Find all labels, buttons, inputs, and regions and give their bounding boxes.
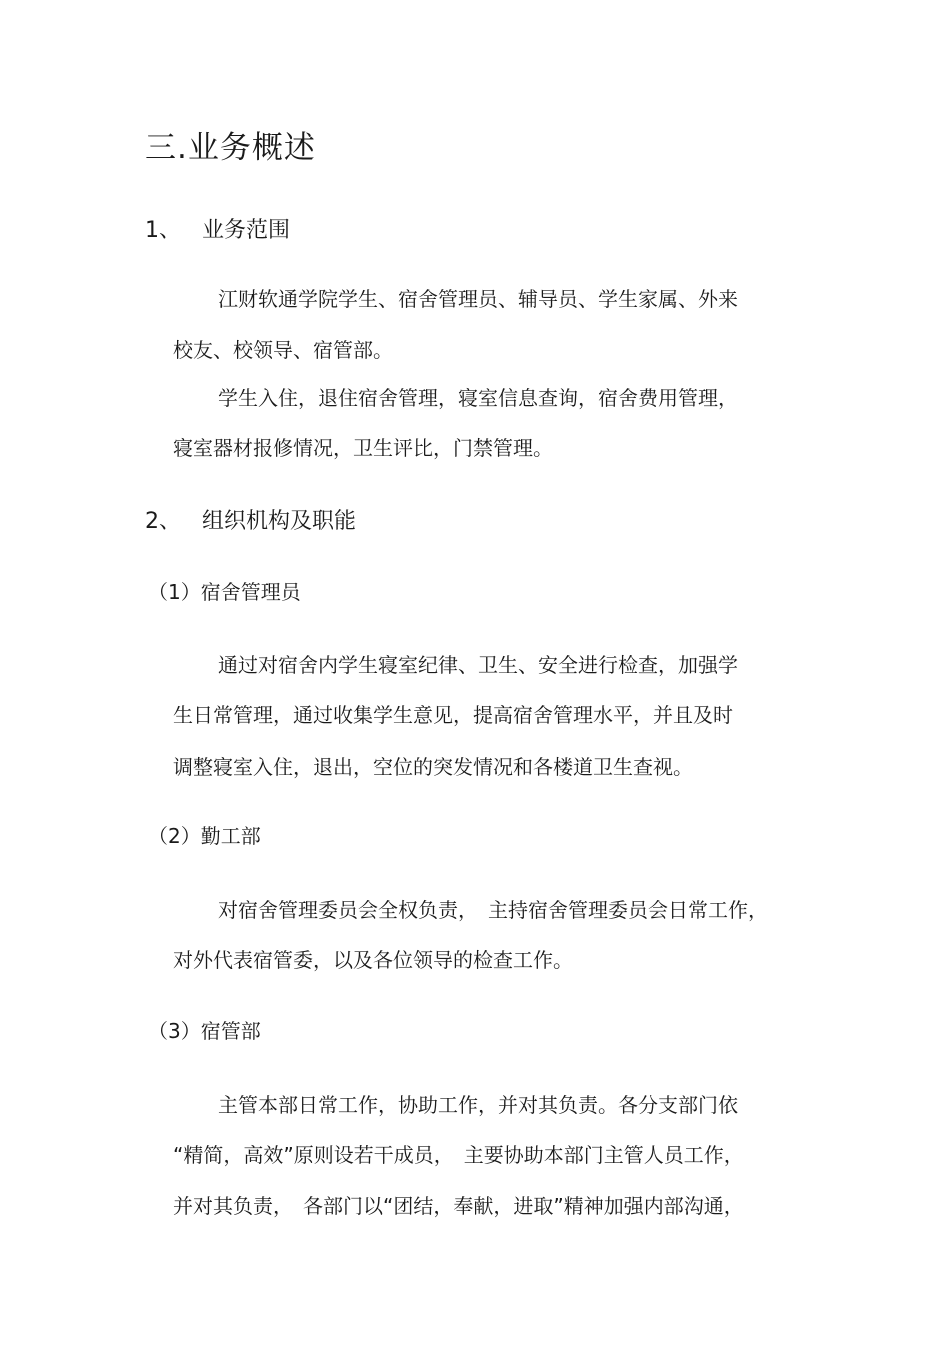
paragraph-line: 学生入住，退住宿舍管理，寝室信息查询，宿舍费用管理， xyxy=(218,386,738,410)
paragraph-line: 调整寝室入住，退出，空位的突发情况和各楼道卫生查视。 xyxy=(173,755,693,779)
section-1-title: 业务范围 xyxy=(202,218,291,243)
subsection-1-heading: （1）宿舍管理员 xyxy=(148,580,301,604)
paragraph-line: 江财软通学院学生、宿舍管理员、辅导员、学生家属、外来 xyxy=(218,287,738,311)
section-2-heading xyxy=(145,507,356,537)
paragraph-line: 寝室器材报修情况，卫生评比，门禁管理。 xyxy=(173,436,553,460)
paragraph-line: 并对其负责， 各部门以“团结，奉献，进取”精神加强内部沟通， xyxy=(173,1194,744,1218)
subsection-3-heading: （3）宿管部 xyxy=(148,1019,261,1043)
subsection-2-heading: （2）勤工部 xyxy=(148,824,261,848)
page-title: 三.业务概述 xyxy=(145,130,316,166)
paragraph-line: “精简，高效”原则设若干成员， 主要协助本部门主管人员工作， xyxy=(173,1143,744,1167)
section-1-number: 1、 xyxy=(145,218,181,243)
section-2-title: 组织机构及职能 xyxy=(202,509,357,534)
paragraph-line: 对宿舍管理委员会全权负责， 主持宿舍管理委员会日常工作， xyxy=(218,898,768,922)
paragraph-line: 对外代表宿管委，以及各位领导的检查工作。 xyxy=(173,948,573,972)
section-1-heading xyxy=(145,216,290,246)
paragraph-line: 生日常管理，通过收集学生意见，提高宿舍管理水平，并且及时 xyxy=(173,703,733,727)
paragraph-line: 校友、校领导、宿管部。 xyxy=(173,338,393,362)
paragraph-line: 主管本部日常工作，协助工作，并对其负责。各分支部门依 xyxy=(218,1093,738,1117)
section-2-number: 2、 xyxy=(145,509,181,534)
paragraph-line: 通过对宿舍内学生寝室纪律、卫生、安全进行检查，加强学 xyxy=(218,653,738,677)
